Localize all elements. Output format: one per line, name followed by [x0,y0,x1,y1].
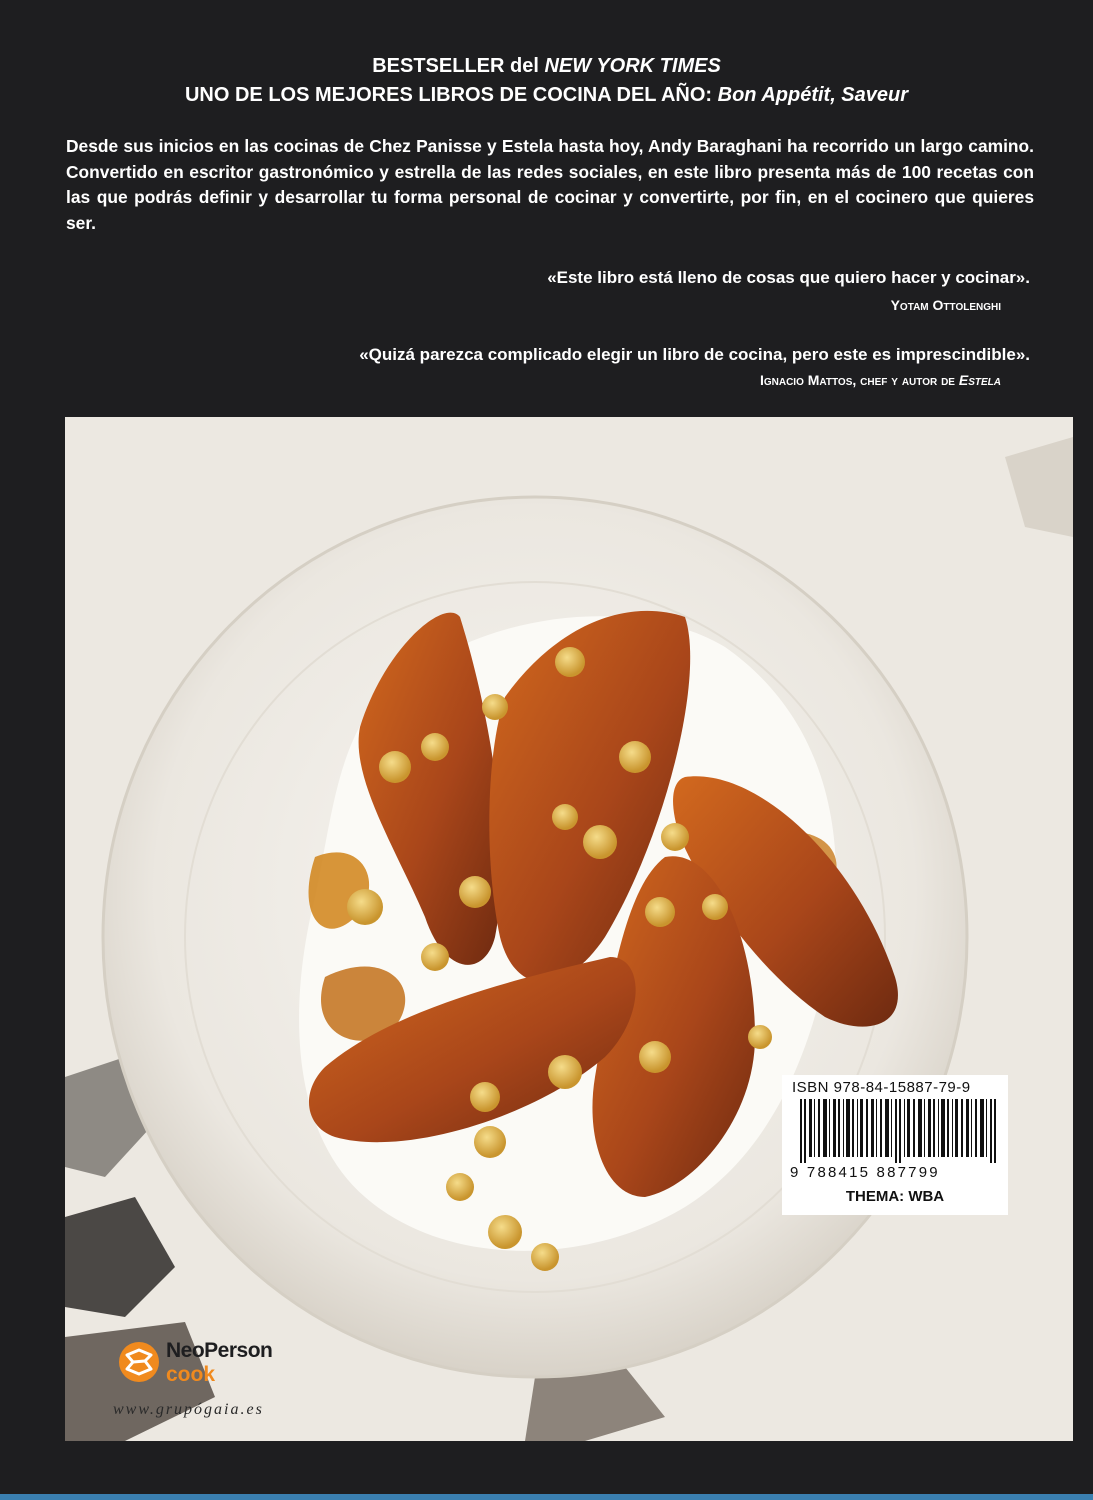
review-quote-1: «Este libro está lleno de cosas que quiero hacer y cocinar». [547,268,1030,287]
publisher-imprint: cook [166,1363,216,1386]
headline-line-1-italic: NEW YORK TIMES [544,55,721,77]
review-author-2-book: Estela [958,372,1001,388]
review-author-1: Yotam Ottolenghi [890,297,1001,313]
review-author-2 [760,371,1001,389]
neoperson-logo-icon [118,1341,160,1383]
isbn-number: ISBN 978-84-15887-79-9 [792,1079,971,1096]
book-blurb: Desde sus inicios en las cocinas de Chez Panisse y Estela hasta hoy, Andy Baraghani ha recorrido un largo camino. Convertido en escritor gastronómico y estrella de las redes sociales, en este libro presenta más de 100 recetas con las que podrás definir y desarrollar tu forma personal de cocinar y convertirte, por fin, en el cocinero que quieres ser. [66,136,1034,233]
headline-line-2 [0,81,1093,110]
review-quote-2: «Quizá parezca complicado elegir un libro de cocina, pero este es imprescindible». [359,345,1030,364]
publisher-name: NeoPerson [166,1339,273,1362]
food-photo [65,417,1073,1441]
sweet-potato-dish-illustration [65,417,1073,1441]
isbn-barcode-box [782,1075,1008,1215]
bottom-strip [0,1494,1093,1500]
publisher-website[interactable]: www.grupógaia.es [113,1401,264,1418]
headline-line-2-italic: Bon Appétit, Saveur [717,84,909,106]
headline-line-1-prefix: BESTSELLER del [372,55,545,77]
headline-line-1 [0,52,1093,81]
publisher-logo [118,1335,348,1395]
headline [0,52,1093,110]
barcode-digits: 9 788415 887799 [790,1164,940,1181]
headline-line-2-prefix: UNO DE LOS MEJORES LIBROS DE COCINA DEL AÑO: [184,84,718,106]
thema-code: THEMA: WBA [845,1188,945,1205]
barcode-icon [800,1099,996,1163]
review-author-2-prefix: Ignacio Mattos, chef y autor de [759,372,959,388]
